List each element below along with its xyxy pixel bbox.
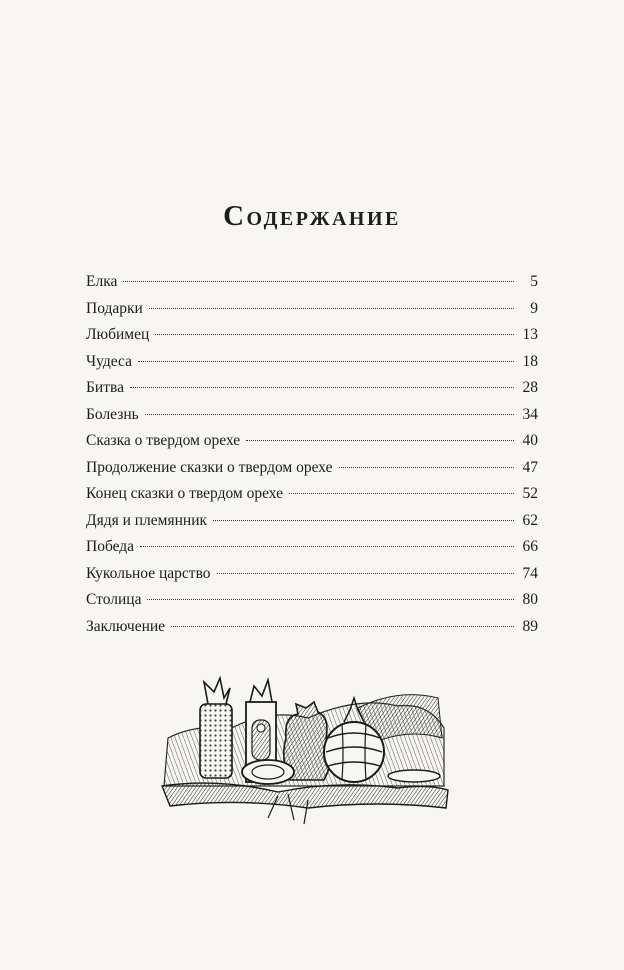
toc-entry[interactable]: [86, 587, 538, 614]
toc-entry-label: Столица: [86, 591, 142, 608]
toc-entry-page: 74: [522, 564, 538, 582]
toc-entry-page: 28: [522, 379, 538, 396]
toc-entry-label: Чудеса: [86, 352, 132, 370]
toc-entry-page: 9: [530, 299, 538, 317]
toc-entry-page: 62: [522, 511, 538, 529]
toc-entry-label: Конец сказки о твердом орехе: [86, 485, 284, 502]
page-title: Содержание: [223, 200, 401, 232]
toc-entry-page: 34: [522, 405, 538, 423]
toc-entry[interactable]: [86, 375, 538, 402]
toc-entry[interactable]: [86, 428, 538, 455]
toc-entry-page: 40: [522, 432, 538, 449]
toc-entry-label: Продолжение сказки о твердом орехе: [86, 458, 333, 476]
toc-entry-label: Кукольное царство: [86, 564, 211, 582]
toc-leader-dots: [138, 361, 514, 362]
toc-entry-label: Болезнь: [86, 405, 139, 423]
toc-entry-label: Сказка о твердом орехе: [86, 432, 241, 449]
toc-entry-page: 52: [522, 485, 538, 502]
toc-leader-dots: [339, 467, 514, 468]
toc-entry[interactable]: [86, 561, 538, 588]
toc-entry[interactable]: [86, 296, 538, 323]
toc-entry-label: Подарки: [86, 299, 143, 317]
toc-entry-label: Заключение: [86, 617, 166, 635]
toc-entry-page: 66: [522, 538, 538, 555]
toc-entry-label: Победа: [86, 538, 135, 555]
toc-leader-dots: [289, 493, 514, 494]
toc-entry[interactable]: [86, 534, 538, 561]
toc-leader-dots: [123, 281, 514, 282]
toc-leader-dots: [145, 414, 514, 415]
toc-entry-page: 80: [522, 591, 538, 608]
toc-entry[interactable]: [86, 508, 538, 535]
toc-entry-label: Битва: [86, 379, 124, 396]
sweets-still-life-engraving-icon: [158, 668, 450, 828]
toc-leader-dots: [149, 308, 514, 309]
table-of-contents: [86, 269, 538, 640]
toc-entry[interactable]: [86, 402, 538, 429]
toc-leader-dots: [217, 573, 514, 574]
toc-entry-page: 13: [522, 326, 538, 343]
toc-entry-page: 47: [522, 458, 538, 476]
toc-entry-page: 89: [522, 617, 538, 635]
toc-entry-label: Любимец: [86, 326, 150, 343]
toc-entry-page: 18: [522, 352, 538, 370]
toc-leader-dots: [140, 546, 514, 547]
toc-entry[interactable]: [86, 614, 538, 641]
toc-entry[interactable]: [86, 455, 538, 482]
toc-leader-dots: [147, 599, 514, 600]
toc-entry-page: 5: [530, 273, 538, 290]
toc-entry[interactable]: [86, 349, 538, 376]
toc-leader-dots: [246, 440, 514, 441]
toc-leader-dots: [171, 626, 514, 627]
toc-entry-label: Елка: [86, 273, 118, 290]
toc-entry[interactable]: [86, 481, 538, 508]
toc-entry[interactable]: [86, 269, 538, 296]
toc-leader-dots: [155, 334, 514, 335]
toc-entry-label: Дядя и племянник: [86, 511, 208, 529]
toc-leader-dots: [130, 387, 514, 388]
toc-entry[interactable]: [86, 322, 538, 349]
toc-leader-dots: [213, 520, 514, 521]
